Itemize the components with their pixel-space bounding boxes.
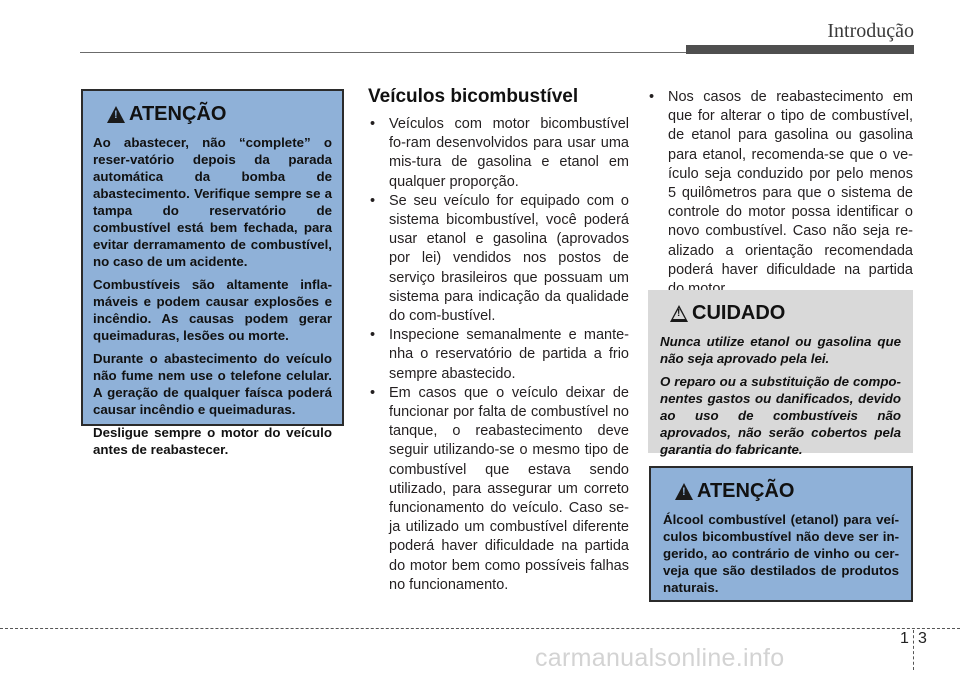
warning-heading	[675, 480, 899, 503]
warning-title: ATENÇÃO	[129, 103, 227, 125]
warning-paragraph: Ao abastecer, não “complete” o reser-vatório depois da parada automática da bomba de abastecimento. Verifique sempre se a tampa do reservatório de combustível está bem fechada, para evitar derramamento de combustível, no caso de um acidente.	[93, 135, 332, 269]
caution-heading	[670, 302, 901, 325]
warning-triangle-icon	[107, 106, 125, 123]
warning-box-left	[81, 89, 344, 457]
warning-paragraph: Durante o abastecimento do veículo não fume nem use o telefone celular. A geração de qualquer faísca poderá causar incêndio e queimaduras.	[93, 351, 332, 417]
caution-paragraph: O reparo ou a substituição de compo-nentes gastos ou danificados, devido ao uso de combustíveis não aprovados, não serão cobertos pela garantia do fabricante.	[660, 374, 901, 457]
list-item: • Se seu veículo for equipado com o sistema bicombustível, você poderá usar etanol e gasolina (aprovados por lei) vendidos nos postos de serviço brasileiros que possuam um sistema para indicação da qualidade do com-bustível.	[367, 192, 629, 326]
list-item: • Em casos que o veículo deixar de funcionar por falta de combustível no tanque, o reabastecimento deve seguir utilizando-se o mesmo tipo de combustível que estava sendo utilizado, para assegurar um correto funcionamento do veículo. Caso se-ja utilizado um combustível diferente poderá haver dificuldade na partida do motor bem como possíveis falhas no funcionamento.	[367, 384, 629, 595]
caution-paragraph: Nunca utilize etanol ou gasolina que não seja aprovado pela lei.	[660, 334, 901, 366]
section-title: Introdução	[827, 20, 914, 42]
section-heading: Veículos bicombustível	[368, 86, 579, 107]
page-number: 3	[918, 630, 927, 647]
footer-rule	[0, 628, 960, 629]
list-item: • Inspecione semanalmente e mante-nha o reservatório de partida a frio sempre abastecido.	[367, 326, 629, 384]
chapter-number: 1	[900, 630, 909, 647]
list-item: • Nos casos de reabastecimento em que for alterar o tipo de combustível, de etanol para gasolina ou gasolina para etanol, recomenda-se que o ve-ículo seja conduzido por pelo menos 5 quilômetros para que o sistema de controle do motor possa identificar o novo combustível. Caso não seja re-alizado a orientação recomendada poderá haver dificuldade na partida	[646, 88, 913, 299]
warning-triangle-icon	[675, 483, 693, 500]
caution-box	[648, 290, 913, 457]
warning-heading	[107, 103, 332, 126]
warning-paragraph: Combustíveis são altamente infla-máveis e podem causar explosões e incêndio. As causas podem gerar queimaduras, lesões ou morte.	[93, 277, 332, 343]
list-item: • Veículos com motor bicombustível fo-ram desenvolvidos para usar uma mis-tura de gasolina e etanol em qualquer proporção.	[367, 115, 629, 192]
caution-title: CUIDADO	[692, 302, 786, 324]
footer-page-separator	[913, 630, 914, 670]
middle-bullet-list	[367, 115, 629, 595]
watermark: carmanualsonline.info	[535, 644, 785, 672]
caution-triangle-icon	[670, 305, 688, 322]
warning-paragraph: Álcool combustível (etanol) para veí-culos bicombustível não deve ser in-gerido, ao contrário de vinho ou cer-veja que são destilados de produtos naturais.	[663, 512, 899, 595]
warning-title: ATENÇÃO	[697, 480, 795, 502]
warning-box-right	[649, 466, 913, 602]
header-accent-bar	[686, 45, 914, 54]
warning-paragraph: Desligue sempre o motor do veículo antes de reabastecer.	[93, 425, 332, 457]
right-bullet-list	[646, 88, 913, 299]
